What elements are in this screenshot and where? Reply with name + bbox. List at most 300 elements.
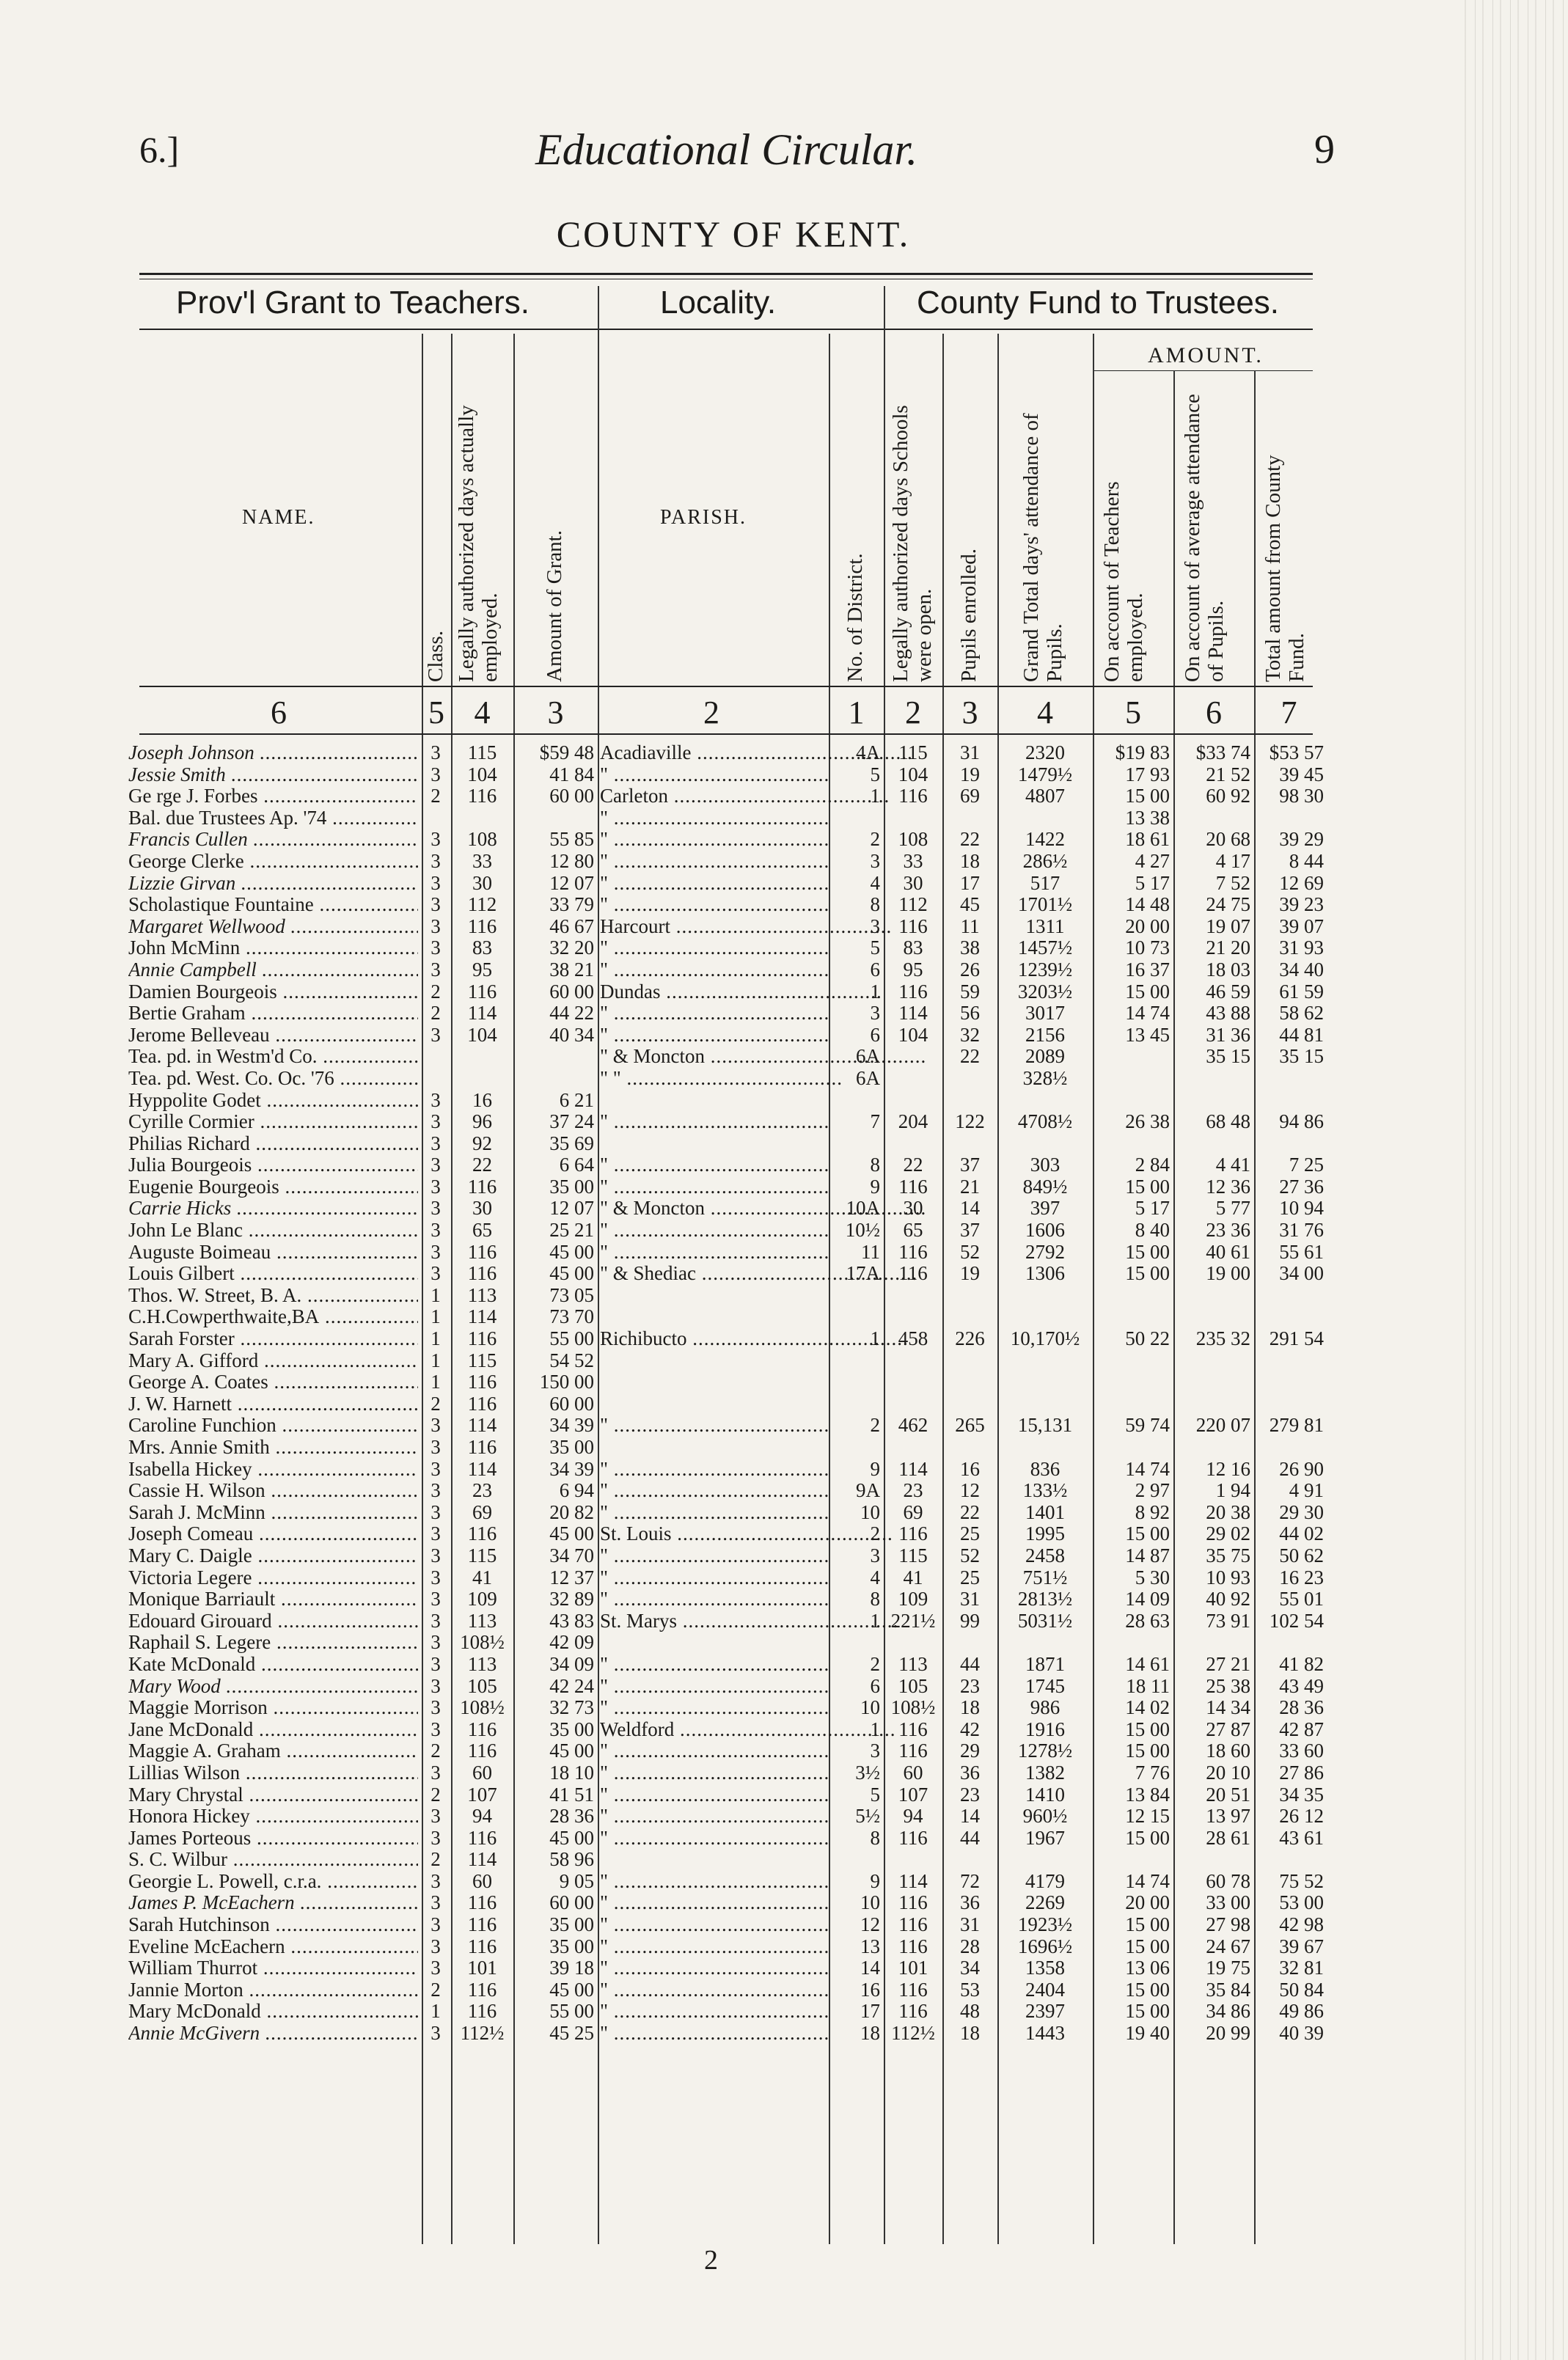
cell-dist: 9: [870, 1869, 880, 1892]
cell-tot: 7 25: [1289, 1154, 1324, 1176]
cell-parish: St. Louis .....: [600, 1523, 827, 1545]
colnum: 5: [1125, 695, 1141, 730]
cell-name: Francis Cullen .....: [128, 829, 418, 851]
cell-enr: 53: [960, 1978, 980, 2001]
cell-name: Maggie A. Graham .....: [128, 1740, 418, 1762]
cell-att: 1745: [1025, 1674, 1065, 1697]
cell-t: 15 00: [1125, 980, 1170, 1003]
cell-t: 18 11: [1126, 1674, 1170, 1697]
cell-a: 5 77: [1215, 1197, 1250, 1220]
cell-a: 60 92: [1206, 785, 1250, 807]
cell-name: Caroline Funchion .....: [128, 1415, 418, 1437]
cell-days: 116: [467, 1891, 497, 1914]
cell-grant: 35 00: [549, 1175, 594, 1198]
cell-open: 116: [898, 1175, 928, 1198]
cell-name: Raphail S. Legere .....: [128, 1632, 418, 1654]
cell-t: 14 74: [1125, 1457, 1170, 1480]
cell-grant: 6 64: [559, 1154, 594, 1176]
cell-parish: " .....: [600, 1545, 827, 1567]
cell-enr: 18: [960, 2022, 980, 2045]
cell-tot: 40 39: [1279, 2022, 1324, 2045]
cell-cls: 1: [431, 1305, 441, 1328]
cell-grant: 33 79: [549, 893, 594, 916]
cell-cls: 3: [431, 1696, 441, 1719]
cell-days: 60: [472, 1869, 492, 1892]
cell-t: 18 61: [1125, 828, 1170, 851]
cell-days: 115: [467, 1544, 497, 1566]
cell-enr: 42: [960, 1718, 980, 1740]
cell-open: 221½: [890, 1609, 936, 1632]
cell-parish: " .....: [600, 1740, 827, 1762]
cell-t: 10 73: [1125, 937, 1170, 959]
table-row: [128, 1176, 1324, 1198]
cell-parish: " .....: [600, 1828, 827, 1850]
cell-t: $19 83: [1115, 741, 1170, 763]
colnum: 1: [848, 695, 865, 730]
cell-open: 116: [898, 2000, 928, 2023]
cell-cls: 2: [431, 785, 441, 807]
cell-tot: 26 12: [1279, 1805, 1324, 1828]
cell-parish: " .....: [600, 1784, 827, 1806]
cell-cls: 3: [431, 2022, 441, 2045]
cell-cls: 3: [431, 893, 441, 916]
cell-cls: 3: [431, 915, 441, 937]
cell-days: 116: [467, 1718, 497, 1740]
cell-name: Tea. pd. West. Co. Oc. '76 .....: [128, 1068, 418, 1090]
cell-dist: 2: [870, 828, 880, 851]
table-row: [128, 1936, 1324, 1958]
cell-dist: 1: [870, 1609, 880, 1632]
cell-enr: 37: [960, 1154, 980, 1176]
cell-open: 104: [898, 763, 928, 785]
cell-parish: " .....: [600, 764, 827, 786]
cell-a: 73 91: [1206, 1609, 1250, 1632]
cell-open: 101: [898, 1957, 928, 1979]
cell-days: 115: [467, 741, 497, 763]
cell-cls: 3: [431, 1414, 441, 1437]
header-parish: PARISH.: [660, 506, 747, 529]
cell-tot: 50 62: [1279, 1544, 1324, 1566]
cell-name: Mrs. Annie Smith .....: [128, 1437, 418, 1459]
cell-cls: 3: [431, 1609, 441, 1632]
cell-open: 116: [898, 1240, 928, 1263]
cell-open: 30: [903, 1197, 923, 1220]
cell-tot: 55 01: [1279, 1588, 1324, 1610]
cell-a: 28 61: [1206, 1826, 1250, 1849]
cell-grant: 18 10: [549, 1761, 594, 1784]
cell-days: 114: [467, 1457, 497, 1480]
cell-open: 108: [898, 828, 928, 851]
cell-open: 116: [898, 785, 928, 807]
cell-tot: 34 00: [1279, 1262, 1324, 1285]
cell-dist: 5: [870, 937, 880, 959]
cell-parish: " .....: [600, 1567, 827, 1589]
cell-a: 23 36: [1206, 1219, 1250, 1242]
cell-parish: " .....: [600, 807, 827, 829]
cell-t: 14 09: [1125, 1588, 1170, 1610]
cell-grant: 45 00: [549, 1262, 594, 1285]
cell-parish: " .....: [600, 1242, 827, 1264]
table-row: [128, 873, 1324, 895]
cell-tot: 32 81: [1279, 1957, 1324, 1979]
cell-days: 30: [472, 871, 492, 894]
cell-grant: 6 21: [559, 1088, 594, 1111]
cell-a: 12 16: [1206, 1457, 1250, 1480]
cell-enr: 31: [960, 1913, 980, 1936]
cell-grant: 73 70: [549, 1305, 594, 1328]
cell-grant: 45 00: [549, 1826, 594, 1849]
cell-enr: 44: [960, 1652, 980, 1675]
cell-dist: 3: [870, 1740, 880, 1762]
cell-a: 19 75: [1206, 1957, 1250, 1979]
cell-cls: 1: [431, 2000, 441, 2023]
cell-name: Georgie L. Powell, c.r.a. .....: [128, 1871, 418, 1893]
cell-days: 69: [472, 1500, 492, 1523]
cell-open: 116: [898, 1262, 928, 1285]
cell-cls: 3: [431, 1566, 441, 1588]
cell-grant: 54 52: [549, 1349, 594, 1371]
cell-parish: " .....: [600, 1806, 827, 1828]
cell-grant: 38 21: [549, 958, 594, 981]
table-row: [128, 1025, 1324, 1047]
cell-days: 114: [467, 1002, 497, 1025]
cell-enr: 34: [960, 1957, 980, 1979]
cell-t: 15 00: [1125, 2000, 1170, 2023]
cell-a: 235 32: [1195, 1327, 1250, 1350]
cell-dist: 8: [870, 1826, 880, 1849]
cell-a: 20 99: [1206, 2022, 1250, 2045]
table-row: [128, 1697, 1324, 1719]
cell-open: 116: [898, 1913, 928, 1936]
colnum: 5: [428, 695, 444, 730]
cell-days: 114: [467, 1414, 497, 1437]
cell-days: 65: [472, 1219, 492, 1242]
cell-parish: " .....: [600, 1936, 827, 1958]
cell-parish: " .....: [600, 1415, 827, 1437]
cell-enr: 17: [960, 871, 980, 894]
table-row: [128, 1350, 1324, 1372]
cell-tot: 61 59: [1279, 980, 1324, 1003]
county-heading: COUNTY OF KENT.: [556, 213, 911, 254]
cell-grant: 58 96: [549, 1848, 594, 1871]
cell-enr: 25: [960, 1522, 980, 1545]
cell-a: 20 68: [1206, 828, 1250, 851]
cell-t: 15 00: [1125, 1978, 1170, 2001]
cell-a: 21 20: [1206, 937, 1250, 959]
cell-a: 18 03: [1206, 958, 1250, 981]
cell-t: 28 63: [1125, 1609, 1170, 1632]
cell-att: 133½: [1022, 1479, 1068, 1502]
cell-enr: 99: [960, 1609, 980, 1632]
cell-cls: 3: [431, 1088, 441, 1111]
cell-t: 15 00: [1125, 1240, 1170, 1263]
table-row: [128, 1111, 1324, 1133]
page-section-number: 6.]: [139, 129, 180, 170]
cell-open: 116: [898, 1740, 928, 1762]
cell-name: Monique Barriault .....: [128, 1588, 418, 1610]
cell-t: 15 00: [1125, 1913, 1170, 1936]
cell-t: 13 06: [1125, 1957, 1170, 1979]
cell-a: 31 36: [1206, 1023, 1250, 1046]
cell-tot: 33 60: [1279, 1740, 1324, 1762]
cell-tot: 39 29: [1279, 828, 1324, 851]
cell-enr: 23: [960, 1783, 980, 1806]
cell-cls: 3: [431, 1652, 441, 1675]
cell-dist: 18: [860, 2022, 880, 2045]
cell-parish: " .....: [600, 1220, 827, 1242]
header-teachers-amount: On account of Teachers employed.: [1100, 481, 1147, 682]
cell-att: 1916: [1025, 1718, 1065, 1740]
table-row: [128, 1393, 1324, 1415]
cell-dist: 3: [870, 915, 880, 937]
cell-tot: 10 94: [1279, 1197, 1324, 1220]
cell-cls: 3: [431, 1674, 441, 1697]
cell-dist: 6: [870, 1023, 880, 1046]
cell-grant: 37 24: [549, 1110, 594, 1133]
colnum: 6: [1206, 695, 1222, 730]
cell-days: 116: [467, 1826, 497, 1849]
cell-t: 59 74: [1125, 1414, 1170, 1437]
cell-grant: 9 05: [559, 1869, 594, 1892]
cell-name: Honora Hickey .....: [128, 1806, 418, 1828]
cell-cls: 2: [431, 1740, 441, 1762]
cell-dist: 1: [870, 785, 880, 807]
cell-a: 20 38: [1206, 1500, 1250, 1523]
cell-grant: 60 00: [549, 785, 594, 807]
cell-enr: 52: [960, 1544, 980, 1566]
cell-t: 15 00: [1125, 1522, 1170, 1545]
cell-t: 20 00: [1125, 1891, 1170, 1914]
cell-days: 116: [467, 1978, 497, 2001]
cell-att: 1479½: [1017, 763, 1073, 785]
table-row: [128, 1437, 1324, 1459]
table-row: [128, 1242, 1324, 1264]
cell-t: 15 00: [1125, 1262, 1170, 1285]
cell-a: 21 52: [1206, 763, 1250, 785]
cell-enr: 48: [960, 2000, 980, 2023]
cell-tot: 16 23: [1279, 1566, 1324, 1588]
cell-open: 116: [898, 1935, 928, 1957]
cell-a: 24 75: [1206, 893, 1250, 916]
cell-a: 24 67: [1206, 1935, 1250, 1957]
cell-grant: 12 80: [549, 849, 594, 872]
cell-days: 113: [467, 1609, 497, 1632]
cell-days: 109: [467, 1588, 497, 1610]
cell-dist: 8: [870, 1588, 880, 1610]
table-row: [128, 1871, 1324, 1893]
cell-cls: 3: [431, 1544, 441, 1566]
cell-a: 29 02: [1206, 1522, 1250, 1545]
cell-cls: 3: [431, 1891, 441, 1914]
cell-parish: " .....: [600, 1502, 827, 1524]
cell-cls: 2: [431, 1002, 441, 1025]
cell-dist: 6A: [856, 1045, 880, 1068]
cell-cls: 3: [431, 958, 441, 981]
table-row: [128, 1654, 1324, 1676]
cell-parish: Acadiaville .....: [600, 742, 827, 764]
cell-att: 2458: [1025, 1544, 1065, 1566]
cell-name: S. C. Wilbur .....: [128, 1849, 418, 1871]
cell-grant: 35 00: [549, 1718, 594, 1740]
cell-tot: 27 86: [1279, 1761, 1324, 1784]
cell-days: 30: [472, 1197, 492, 1220]
cell-parish: " .....: [600, 1871, 827, 1893]
cell-t: 8 92: [1135, 1500, 1170, 1523]
cell-days: 83: [472, 937, 492, 959]
cell-cls: 3: [431, 1869, 441, 1892]
cell-parish: " .....: [600, 2023, 827, 2045]
cell-dist: 5½: [855, 1805, 880, 1828]
cell-grant: 45 25: [549, 2022, 594, 2045]
cell-name: Sarah Forster .....: [128, 1328, 418, 1350]
colnum: 2: [703, 695, 719, 730]
cell-enr: 22: [960, 1045, 980, 1068]
cell-att: 1871: [1025, 1652, 1065, 1675]
cell-enr: 14: [960, 1197, 980, 1220]
cell-parish: " .....: [600, 1979, 827, 2001]
cell-dist: 6: [870, 1674, 880, 1697]
cell-dist: 10A: [846, 1197, 880, 1220]
colnum: 2: [905, 695, 921, 730]
cell-cls: 3: [431, 937, 441, 959]
cell-name: Cyrille Cormier .....: [128, 1111, 418, 1133]
cell-att: 1967: [1025, 1826, 1065, 1849]
table-row: [128, 1480, 1324, 1502]
cell-open: 60: [903, 1761, 923, 1784]
colnum: 3: [547, 695, 564, 730]
cell-dist: 10: [860, 1500, 880, 1523]
colnum: 7: [1281, 695, 1297, 730]
cell-enr: 226: [955, 1327, 985, 1350]
table-row: [128, 1220, 1324, 1242]
cell-t: 13 38: [1125, 806, 1170, 829]
cell-tot: 291 54: [1269, 1327, 1324, 1350]
cell-att: 2089: [1025, 1045, 1065, 1068]
cell-enr: 44: [960, 1826, 980, 1849]
cell-cls: 3: [431, 1935, 441, 1957]
cell-name: Jessie Smith .....: [128, 764, 418, 786]
cell-name: Julia Bourgeois .....: [128, 1154, 418, 1176]
cell-att: 397: [1030, 1197, 1060, 1220]
cell-parish: " & Moncton .....: [600, 1198, 827, 1220]
signature-mark: 2: [704, 2245, 718, 2276]
cell-a: 68 48: [1206, 1110, 1250, 1133]
cell-parish: Harcourt .....: [600, 916, 827, 938]
header-average-amount: On account of average attendance of Pupils.: [1181, 394, 1228, 682]
cell-grant: 60 00: [549, 1392, 594, 1415]
cell-dist: 10: [860, 1696, 880, 1719]
cell-dist: 3: [870, 849, 880, 872]
header-total: Total amount from County Fund.: [1261, 455, 1308, 682]
cell-grant: 73 05: [549, 1283, 594, 1306]
cell-cls: 3: [431, 1588, 441, 1610]
cell-cls: 2: [431, 1392, 441, 1415]
cell-parish: " .....: [600, 1154, 827, 1176]
cell-days: 22: [472, 1154, 492, 1176]
cell-t: 2 84: [1135, 1154, 1170, 1176]
cell-att: 3017: [1025, 1002, 1065, 1025]
cell-a: 33 00: [1206, 1891, 1250, 1914]
cell-grant: 35 00: [549, 1436, 594, 1458]
table-row: [128, 1198, 1324, 1220]
cell-t: 26 38: [1125, 1110, 1170, 1133]
table-row: [128, 1154, 1324, 1176]
cell-tot: 50 84: [1279, 1978, 1324, 2001]
cell-a: 19 00: [1206, 1262, 1250, 1285]
running-title: Educational Circular.: [535, 125, 918, 174]
cell-parish: Carleton .....: [600, 785, 827, 807]
colnum-rule: [139, 733, 1313, 735]
cell-open: 115: [898, 741, 928, 763]
cell-dist: 4: [870, 1566, 880, 1588]
cell-a: 35 75: [1206, 1544, 1250, 1566]
cell-att: 751½: [1022, 1566, 1068, 1588]
table-row: [128, 1828, 1324, 1850]
cell-tot: 29 30: [1279, 1500, 1324, 1523]
cell-enr: 265: [955, 1414, 985, 1437]
cell-grant: 32 73: [549, 1696, 594, 1719]
cell-t: 5 17: [1135, 871, 1170, 894]
cell-dist: 8: [870, 1154, 880, 1176]
cell-name: C.H.Cowperthwaite,BA .....: [128, 1306, 418, 1328]
cell-a: 18 60: [1206, 1740, 1250, 1762]
cell-tot: 28 36: [1279, 1696, 1324, 1719]
top-rule: [139, 273, 1313, 275]
cell-grant: 34 39: [549, 1457, 594, 1480]
cell-parish: " .....: [600, 1176, 827, 1198]
cell-open: 115: [898, 1544, 928, 1566]
cell-open: 69: [903, 1500, 923, 1523]
cell-name: J. W. Harnett .....: [128, 1393, 418, 1415]
cell-name: Isabella Hickey .....: [128, 1459, 418, 1481]
cell-cls: 3: [431, 1913, 441, 1936]
table-row: [128, 1719, 1324, 1741]
cell-days: 116: [467, 1371, 497, 1393]
table-row: [128, 1892, 1324, 1914]
cell-name: Bertie Graham .....: [128, 1003, 418, 1025]
cell-enr: 22: [960, 1500, 980, 1523]
cell-parish: " .....: [600, 2001, 827, 2023]
colnum: 6: [271, 695, 287, 730]
table-row: [128, 1806, 1324, 1828]
cell-att: 1701½: [1017, 893, 1073, 916]
cell-open: 116: [898, 980, 928, 1003]
table-row: [128, 1003, 1324, 1025]
cell-dist: 2: [870, 1652, 880, 1675]
cell-grant: $59 48: [539, 741, 594, 763]
cell-cls: 3: [431, 1826, 441, 1849]
cell-a: 27 87: [1206, 1718, 1250, 1740]
cell-days: 33: [472, 849, 492, 872]
cell-open: 204: [898, 1110, 928, 1133]
cell-enr: 36: [960, 1761, 980, 1784]
cell-name: Auguste Boimeau .....: [128, 1242, 418, 1264]
table-row: [128, 1306, 1324, 1328]
cell-dist: 3: [870, 1544, 880, 1566]
cell-grant: 42 24: [549, 1674, 594, 1697]
cell-open: 94: [903, 1805, 923, 1828]
cell-att: 2792: [1025, 1240, 1065, 1263]
cell-t: 8 40: [1135, 1219, 1170, 1242]
cell-open: 116: [898, 1891, 928, 1914]
cell-open: 113: [898, 1652, 928, 1675]
cell-att: 4708½: [1017, 1110, 1073, 1133]
cell-tot: 39 23: [1279, 893, 1324, 916]
cell-att: 2397: [1025, 2000, 1065, 2023]
table-row: [128, 1588, 1324, 1610]
cell-days: 108½: [460, 1696, 505, 1719]
cell-a: 43 88: [1206, 1002, 1250, 1025]
